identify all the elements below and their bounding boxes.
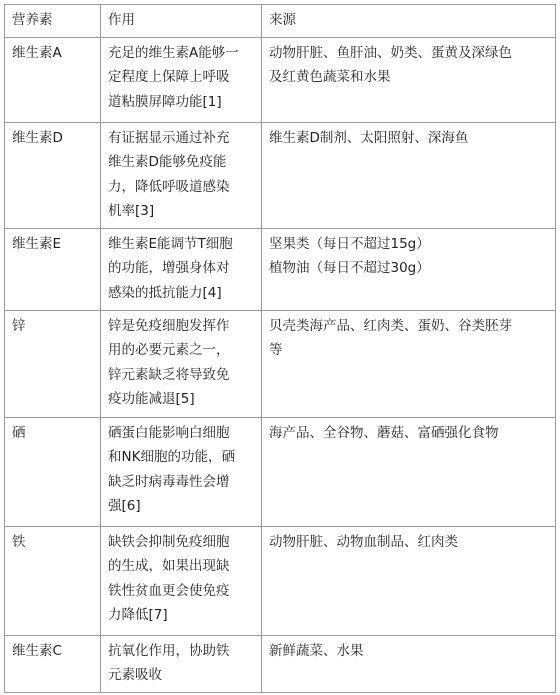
source-cell <box>262 228 556 310</box>
effect-line: 和NK细胞的功能，硒 <box>108 449 235 465</box>
source-cell <box>262 526 556 635</box>
table-row <box>5 122 556 228</box>
source-line: 坚果类（每日不超过15g） <box>269 235 430 252</box>
nutrient-cell: 铁 <box>5 526 101 635</box>
effect-line: 用的必要元素之一， <box>108 342 230 358</box>
source-line: 植物油（每日不超过30g） <box>269 260 430 276</box>
nutrient-cell: 维生素C <box>5 635 101 692</box>
header-effect: 作用 <box>101 5 262 38</box>
effect-cell <box>101 417 262 526</box>
table-header-row <box>5 5 556 38</box>
table-row <box>5 228 556 310</box>
source-line: 贝壳类海产品、红肉类、蛋奶、谷类胚芽 <box>269 317 512 334</box>
effect-line: 定程度上保障上呼吸 <box>108 69 230 85</box>
table-row <box>5 310 556 417</box>
source-cell <box>262 417 556 526</box>
effect-line: 强[6] <box>108 498 141 514</box>
header-nutrient: 营养素 <box>5 5 101 38</box>
effect-cell <box>101 310 262 417</box>
effect-line: 有证据显示通过补充 <box>108 129 230 146</box>
source-line: 海产品、全谷物、蘑菇、富硒强化食物 <box>269 424 499 441</box>
header-source: 来源 <box>262 5 556 38</box>
effect-line: 缺铁会抑制免疫细胞 <box>108 533 230 550</box>
source-cell <box>262 310 556 417</box>
effect-line: 力，降低呼吸道感染 <box>108 178 230 195</box>
source-cell <box>262 635 556 692</box>
effect-line: 缺乏时病毒毒性会增 <box>108 473 230 490</box>
effect-line: 的功能，增强身体对 <box>108 260 230 276</box>
effect-line: 抗氧化作用，协助铁 <box>108 642 230 659</box>
nutrient-cell: 维生素A <box>5 37 101 122</box>
table-row <box>5 526 556 635</box>
nutrient-cell: 硒 <box>5 417 101 526</box>
source-line: 维生素D制剂、太阳照射、深海鱼 <box>269 129 469 146</box>
effect-line: 元素吸收 <box>108 667 162 683</box>
effect-cell <box>101 37 262 122</box>
nutrient-table <box>4 4 556 693</box>
effect-line: 感染的抵抗能力[4] <box>108 284 222 301</box>
source-line: 动物肝脏、鱼肝油、奶类、蛋黄及深绿色 <box>269 44 512 61</box>
source-line: 及红黄色蔬菜和水果 <box>269 69 391 85</box>
effect-line: 机率[3] <box>108 203 155 219</box>
effect-cell <box>101 526 262 635</box>
effect-cell <box>101 635 262 692</box>
source-line: 新鲜蔬菜、水果 <box>269 642 364 659</box>
effect-line: 充足的维生素A能够一 <box>108 44 239 61</box>
source-cell <box>262 122 556 228</box>
nutrient-cell: 维生素E <box>5 228 101 310</box>
effect-line: 的生成，如果出现缺 <box>108 558 230 574</box>
effect-line: 锌是免疫细胞发挥作 <box>108 317 230 334</box>
effect-line: 锌元素缺乏将导致免 <box>108 366 230 383</box>
effect-line: 维生素D能够免疫能 <box>108 154 227 170</box>
source-line: 等 <box>269 342 283 358</box>
table-row <box>5 417 556 526</box>
effect-cell <box>101 228 262 310</box>
effect-line: 铁性贫血更会使免疫 <box>108 582 230 599</box>
effect-line: 硒蛋白能影响白细胞 <box>108 424 230 441</box>
effect-line: 维生素E能调节T细胞 <box>108 235 233 252</box>
nutrient-cell: 锌 <box>5 310 101 417</box>
nutrient-cell: 维生素D <box>5 122 101 228</box>
table-row <box>5 37 556 122</box>
effect-cell <box>101 122 262 228</box>
effect-line: 力降低[7] <box>108 607 168 623</box>
effect-line: 疫功能减退[5] <box>108 391 195 407</box>
source-cell <box>262 37 556 122</box>
source-line: 动物肝脏、动物血制品、红肉类 <box>269 533 458 550</box>
table-row <box>5 635 556 692</box>
effect-line: 道粘膜屏障功能[1] <box>108 93 222 110</box>
